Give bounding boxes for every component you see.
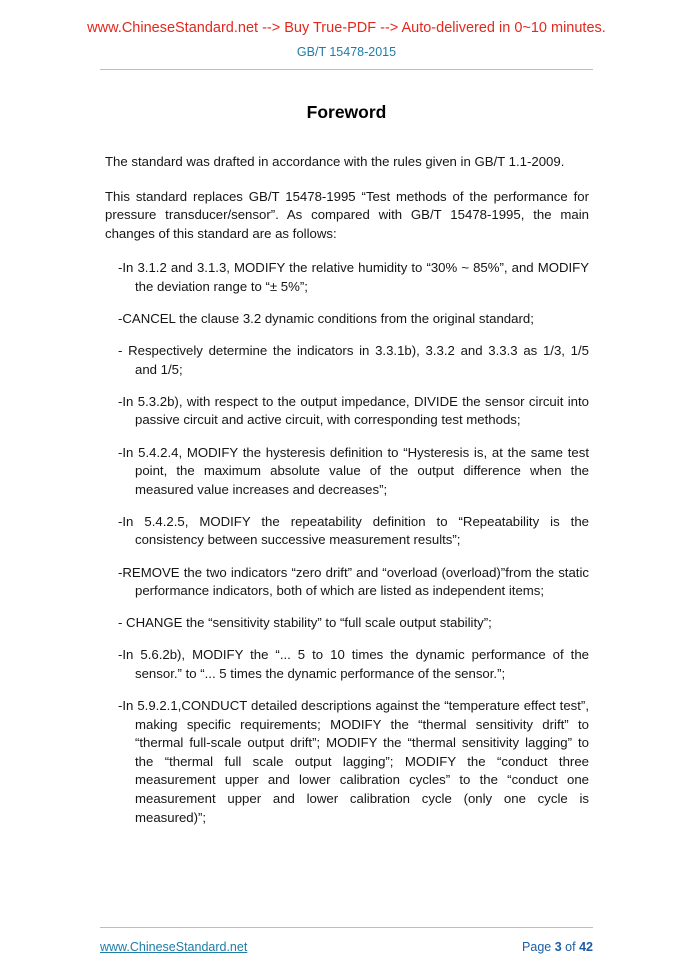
change-item-3: - Respectively determine the indicators in 3.3.1b), 3.3.2 and 3.3.3 as 1/3, 1/5 and 1/5; — [118, 343, 589, 377]
change-item-5: -In 5.4.2.4, MODIFY the hysteresis definition to “Hysteresis is, at the same test point, the maximum absolute value of the output difference when the measured value increases and decreases”; — [118, 444, 589, 497]
change-item-1: -In 3.1.2 and 3.1.3, MODIFY the relative humidity to “30% ~ 85%”, and MODIFY the deviation range to “± 5%”; — [118, 260, 589, 294]
header-divider — [100, 69, 593, 70]
page-number: 3 — [554, 940, 562, 954]
page-title: Foreword — [306, 102, 387, 122]
page-indicator — [522, 940, 593, 954]
change-item-4: -In 5.3.2b), with respect to the output impedance, DIVIDE the sensor circuit into passive circuit and active circuit, with corresponding test methods; — [118, 393, 589, 428]
page-footer — [0, 927, 693, 954]
footer-website-link[interactable]: www.ChineseStandard.net — [100, 940, 248, 954]
change-item-10: -In 5.9.2.1,CONDUCT detailed descriptions against the “temperature effect test”, making specific requirements; MODIFY the “thermal sensitivity drift” to “thermal full-scale output drift”; MODIFY the “thermal sensitivity lagging” to the “thermal full scale output lagging”; MODIFY the “conduct three measurement upper and lower calibration cycles” to the “conduct one measurement upper and lower calibration cycle (only one cycle is measured)”; — [118, 697, 589, 825]
change-item-8: - CHANGE the “sensitivity stability” to “full scale output stability”; — [118, 615, 492, 631]
page-label: Page — [522, 940, 552, 954]
footer-divider — [100, 927, 593, 928]
change-item-6: -In 5.4.2.5, MODIFY the repeatability definition to “Repeatability is the consistency between successive measurement results”; — [118, 513, 589, 548]
total-pages: 42 — [579, 940, 593, 954]
foreword-paragraph-2: This standard replaces GB/T 15478-1995 “Test methods of the performance for pressure transducer/sensor”. As compared with GB/T 15478-1995, the main changes of this standard are as follows: — [105, 188, 589, 241]
change-item-7: -REMOVE the two indicators “zero drift” and “overload (overload)”from the static performance indicators, both of which are listed as independent items; — [118, 564, 589, 599]
document-body — [105, 153, 589, 827]
of-label: of — [565, 940, 576, 954]
promo-banner-link[interactable]: www.ChineseStandard.net --> Buy True-PDF --> Auto-delivered in 0~10 minutes. — [87, 20, 606, 36]
change-item-9: -In 5.6.2b), MODIFY the “... 5 to 10 times the dynamic performance of the sensor.” to “... 5 times the dynamic performance of the sensor.”; — [118, 647, 589, 681]
standard-code: GB/T 15478-2015 — [296, 45, 397, 59]
foreword-paragraph-1: The standard was drafted in accordance with the rules given in GB/T 1.1-2009. — [105, 154, 565, 169]
change-item-2: -CANCEL the clause 3.2 dynamic conditions from the original standard; — [118, 311, 534, 327]
